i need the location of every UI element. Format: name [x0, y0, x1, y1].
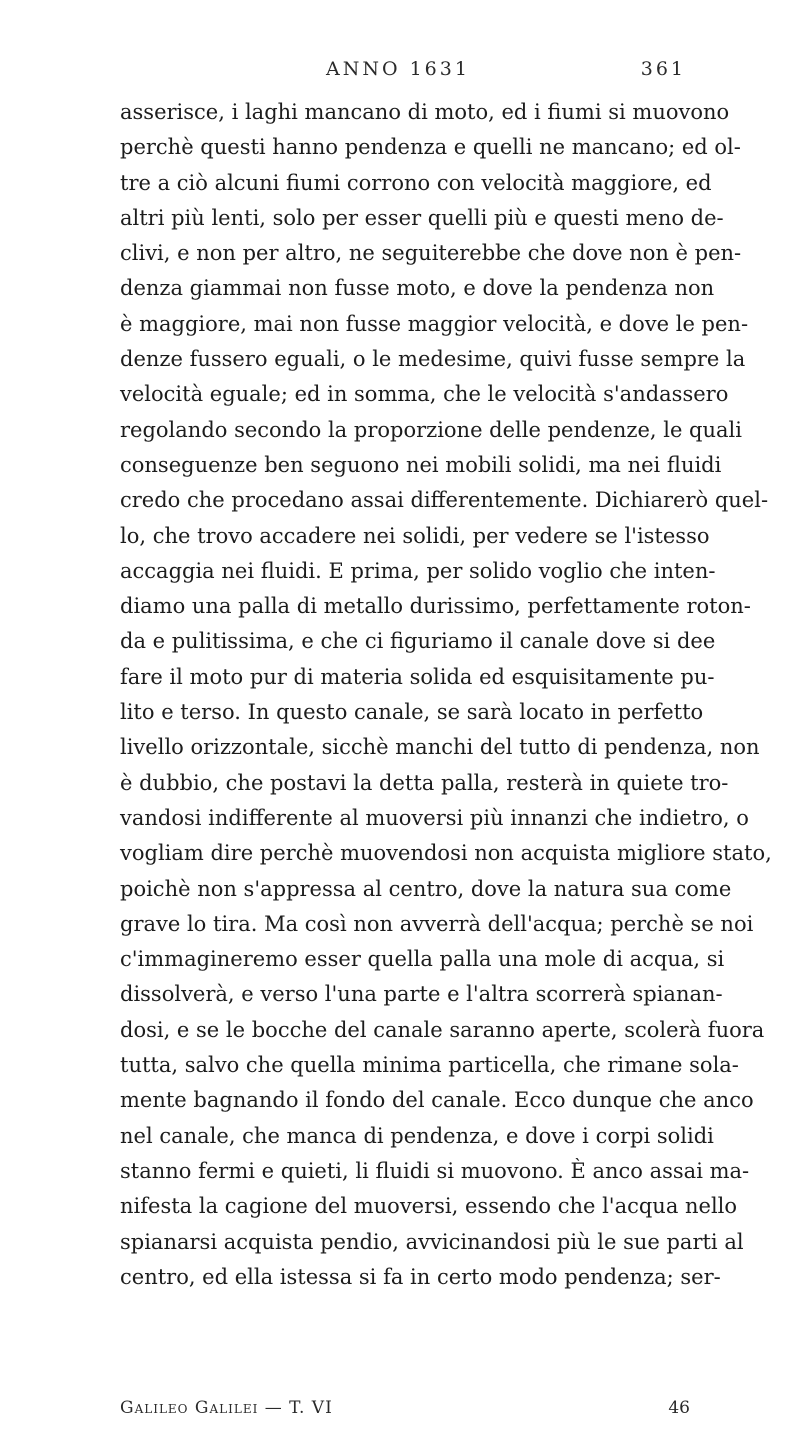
text-line: poichè non s'appressa al centro, dove la natura sua come	[120, 876, 732, 901]
running-head	[0, 58, 800, 88]
text-line: vandosi indifferente al muoversi più innanzi che indietro, o	[120, 805, 749, 830]
text-line: conseguenze ben seguono nei mobili solidi, ma nei fluidi	[120, 452, 722, 477]
text-line: dissolverà, e verso l'una parte e l'altra scorrerà spianan-	[120, 982, 723, 1007]
text-line: spianarsi acquista pendio, avvicinandosi più le sue parti al	[120, 1229, 744, 1254]
text-line: mente bagnando il fondo del canale. Ecco dunque che anco	[120, 1088, 754, 1113]
signature-mark: Galileo Galilei — T. VI	[120, 1398, 333, 1418]
text-line: clivi, e non per altro, ne seguiterebbe che dove non è pen-	[120, 241, 742, 266]
text-line: tre a ciò alcuni fiumi corrono con velocità maggiore, ed	[120, 170, 712, 195]
text-line: velocità eguale; ed in somma, che le velocità s'andassero	[120, 382, 729, 407]
text-line: da e pulitissima, e che ci figuriamo il canale dove si dee	[120, 629, 716, 654]
text-line: centro, ed ella istessa si fa in certo modo pendenza; ser-	[120, 1264, 721, 1289]
text-line: credo che procedano assai differentemente. Dichiarerò quel-	[120, 488, 769, 513]
text-line: fare il moto pur di materia solida ed esquisitamente pu-	[120, 664, 715, 689]
text-line: grave lo tira. Ma così non avverrà dell'acqua; perchè se noi	[120, 911, 754, 936]
text-line: lito e terso. In questo canale, se sarà locato in perfetto	[120, 700, 704, 725]
text-line: vogliam dire perchè muovendosi non acquista migliore stato,	[120, 841, 772, 866]
text-line: diamo una palla di metallo durissimo, perfettamente roton-	[120, 594, 751, 619]
signature-number: 46	[668, 1398, 690, 1418]
text-line: denze fussero eguali, o le medesime, quivi fusse sempre la	[120, 347, 746, 372]
text-line: è dubbio, che postavi la detta palla, resterà in quiete tro-	[120, 770, 729, 795]
running-title: ANNO 1631	[326, 58, 470, 80]
page-footer	[120, 1398, 690, 1426]
text-line: denza giammai non fusse moto, e dove la pendenza non	[120, 276, 715, 301]
text-line: dosi, e se le bocche del canale saranno aperte, scolerà fuora	[120, 1017, 765, 1042]
text-line: lo, che trovo accadere nei solidi, per vedere se l'istesso	[120, 523, 710, 548]
text-line: livello orizzontale, sicchè manchi del tutto di pendenza, non	[120, 735, 760, 760]
text-line: c'immagineremo esser quella palla una mole di acqua, si	[120, 947, 725, 972]
text-line: nel canale, che manca di pendenza, e dove i corpi solidi	[120, 1123, 714, 1148]
text-line: tutta, salvo che quella minima particella, che rimane sola-	[120, 1053, 739, 1078]
text-line: accaggia nei fluidi. E prima, per solido voglio che inten-	[120, 558, 716, 583]
page-number: 361	[640, 58, 686, 80]
body-text	[120, 95, 772, 1295]
text-line: regolando secondo la proporzione delle pendenze, le quali	[120, 417, 742, 442]
text-line: nifesta la cagione del muoversi, essendo che l'acqua nello	[120, 1194, 738, 1219]
text-line: stanno fermi e quieti, li fluidi si muovono. È anco assai ma-	[120, 1158, 750, 1183]
text-line: è maggiore, mai non fusse maggior velocità, e dove le pen-	[120, 311, 749, 336]
text-line: asserisce, i laghi mancano di moto, ed i fiumi si muovono	[120, 100, 730, 124]
text-line: perchè questi hanno pendenza e quelli ne mancano; ed ol-	[120, 135, 741, 160]
text-line: altri più lenti, solo per esser quelli più e questi meno de-	[120, 205, 724, 230]
